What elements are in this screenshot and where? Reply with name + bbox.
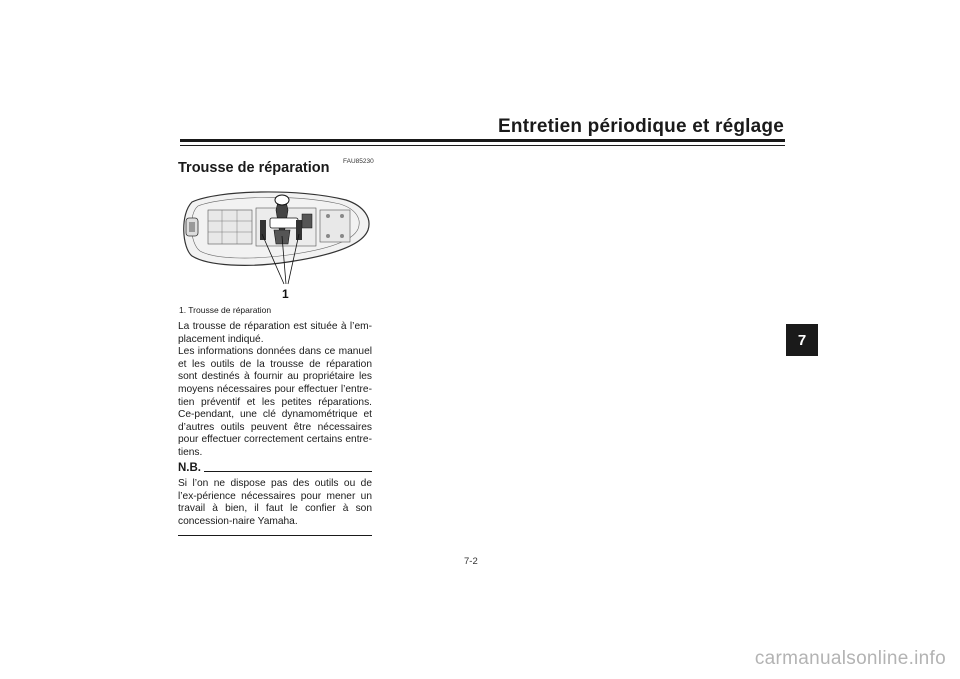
note-box: [178, 462, 372, 536]
callout-number: 1: [282, 287, 289, 301]
reference-code: FAU85230: [343, 158, 374, 165]
paragraph: Les informations données dans ce manuel et les outils de la trousse de réparation sont destinés à fournir au propriétaire les moyens nécessaires pour effectuer l’entre-tien préventif et les petites réparations. Ce-pendant, une clé dynamométrique et d’autres outils peuvent être nécessaires pour effectuer correctement certains entre-tiens.: [178, 346, 372, 458]
figure-caption: 1. Trousse de réparation: [179, 305, 272, 315]
body-text: [178, 321, 372, 460]
tool-holder: [270, 218, 298, 228]
watermark: carmanualsonline.info: [754, 648, 946, 669]
note-rule: [204, 471, 372, 472]
header-rule-thin: [180, 145, 785, 146]
paragraph: La trousse de réparation est située à l’em-placement indiqué.: [178, 321, 372, 345]
note-bottom-rule: [178, 535, 372, 536]
chapter-tab[interactable]: 7: [786, 324, 818, 356]
note-header: [178, 462, 372, 475]
note-label: N.B.: [178, 462, 201, 474]
repair-kit-illustration: [178, 184, 372, 302]
page-title: Entretien périodique et réglage: [498, 116, 784, 137]
note-text: Si l’on ne dispose pas des outils ou de l’ex-périence nécessaires pour mener un travail à bien, il faut le confier à son concession-naire Yamaha.: [178, 478, 372, 527]
page-number: 7-2: [464, 556, 478, 567]
section-heading: Trousse de réparation: [178, 160, 330, 176]
header-rule-thick: [180, 139, 785, 142]
